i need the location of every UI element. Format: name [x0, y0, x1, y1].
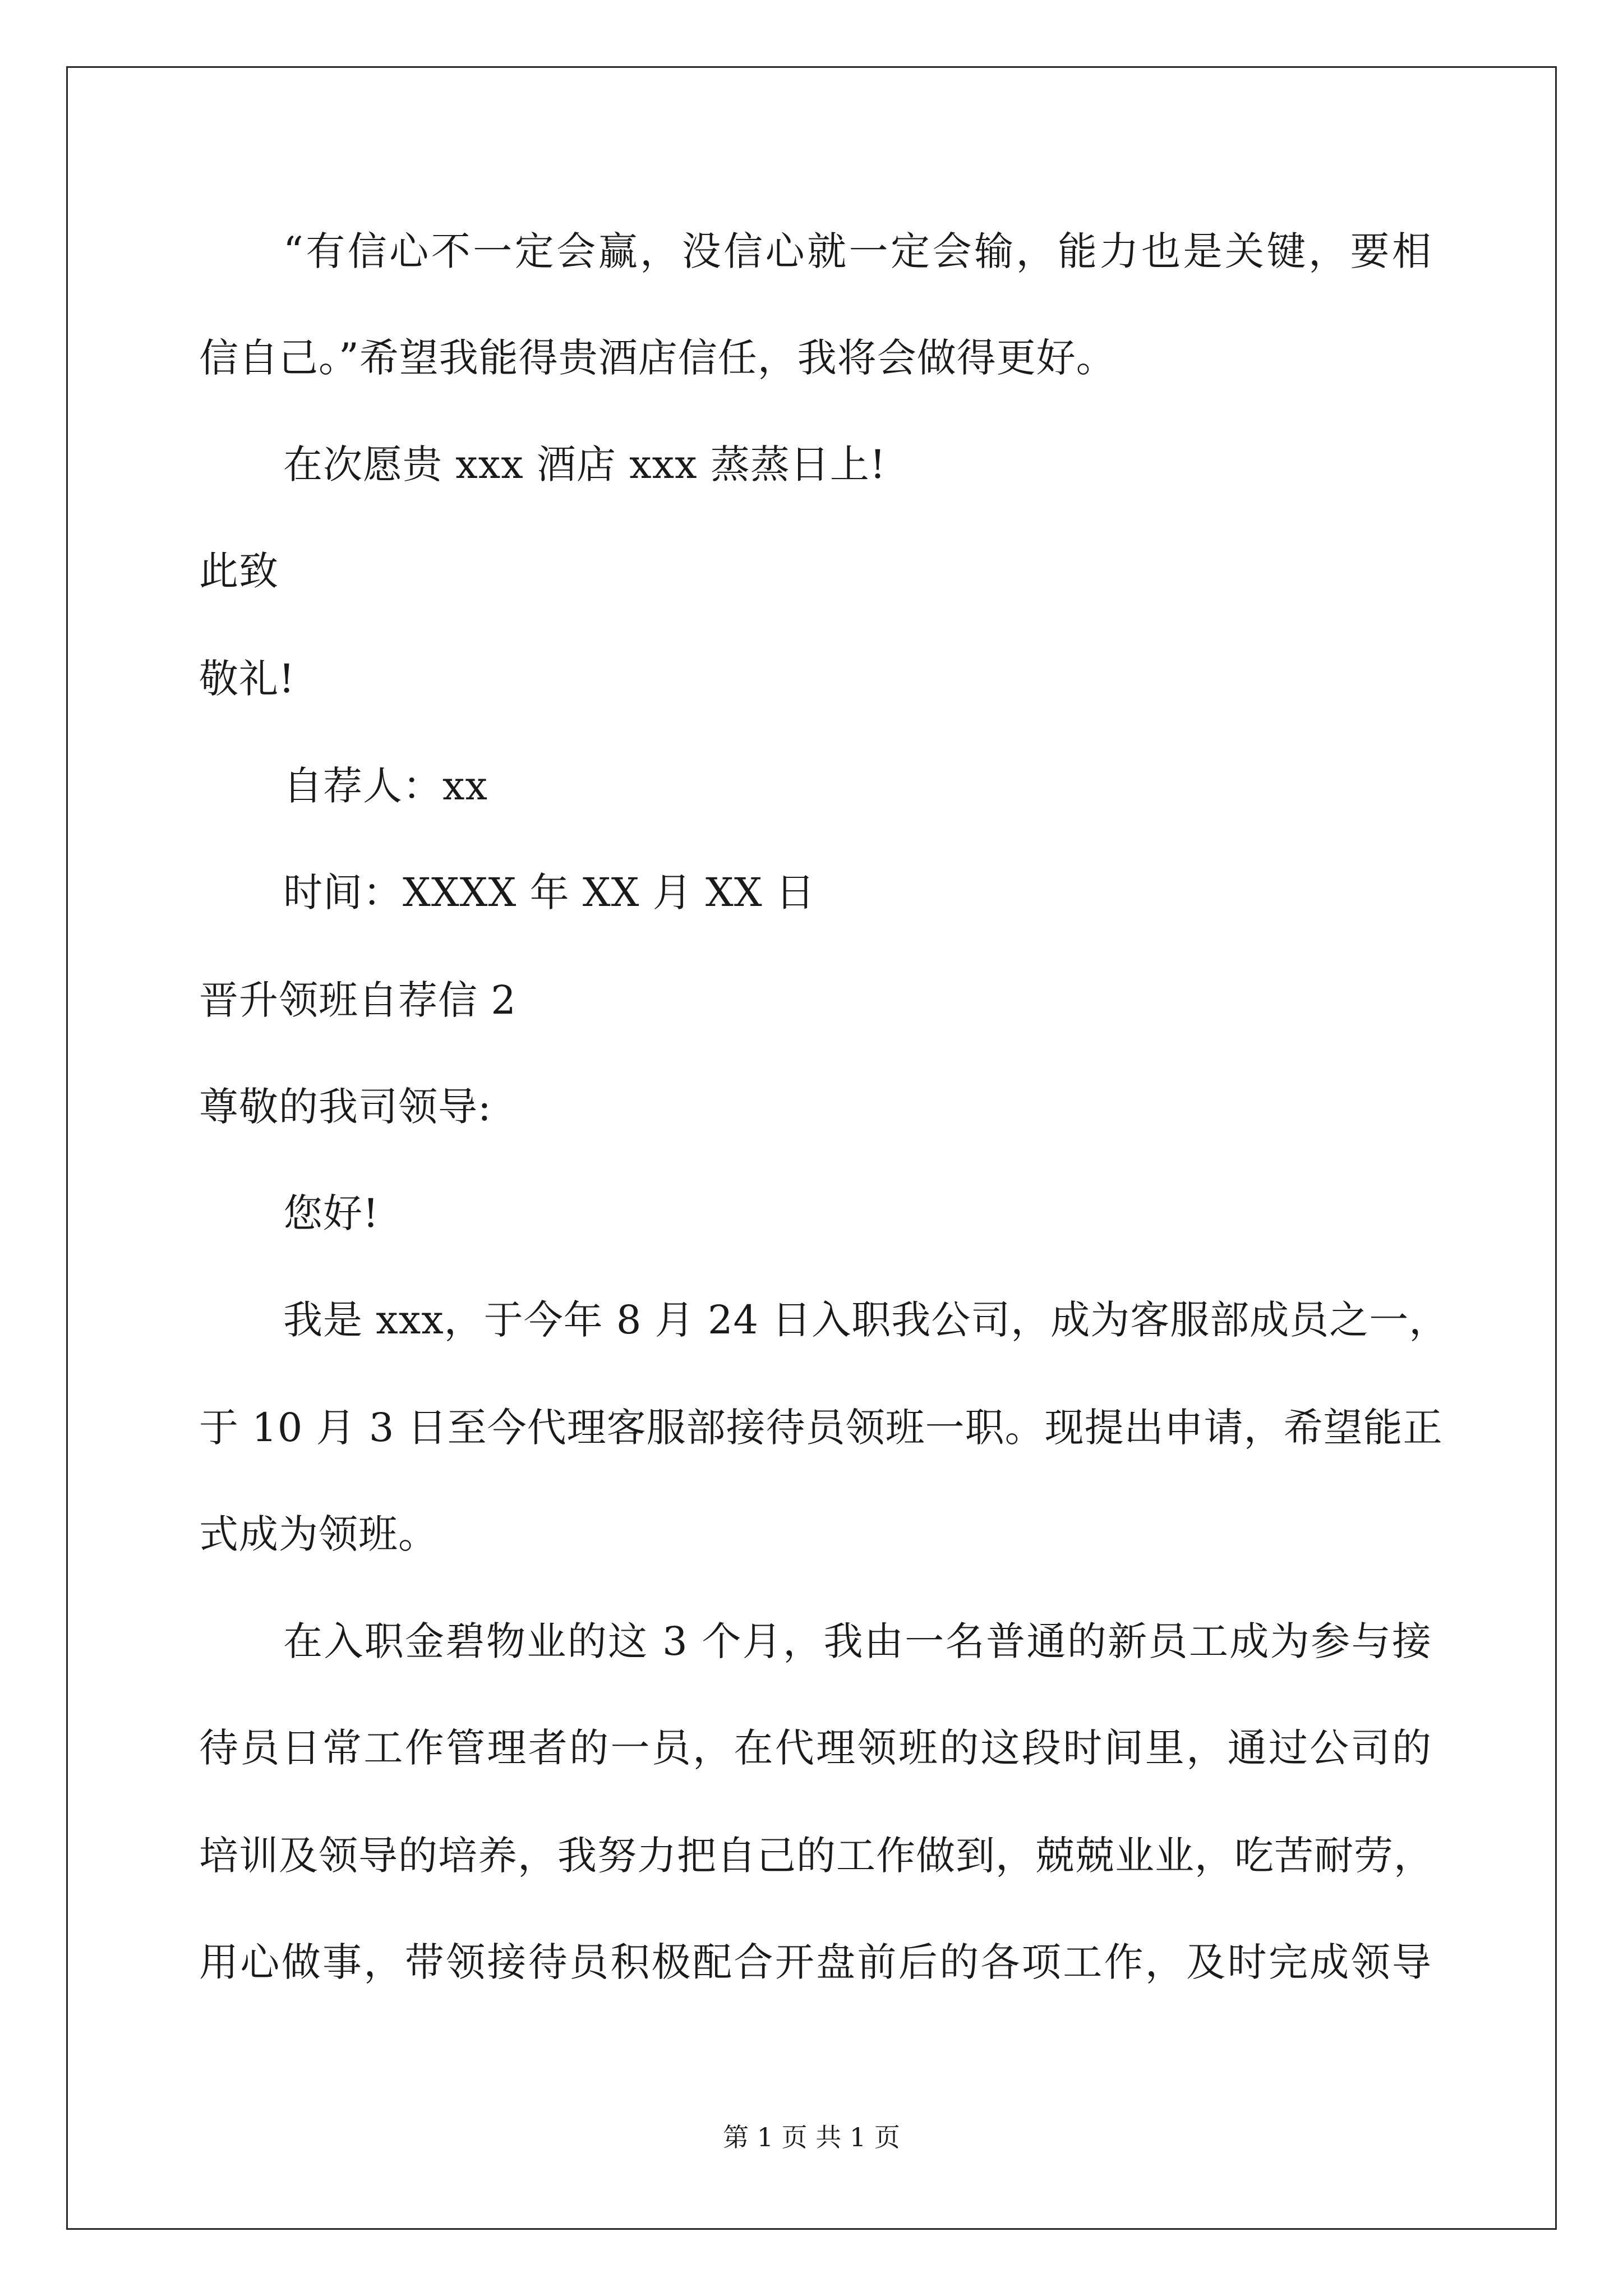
paragraph-line: 培训及领导的培养，我努力把自己的工作做到，兢兢业业，吃苦耐劳，: [199, 1833, 1433, 1879]
paragraph-line: 我是 xxx，于今年 8 月 24 日入职我公司，成为客服部成员之一，: [283, 1297, 1449, 1343]
paragraph-line: 信自己。”希望我能得贵酒店信任，我将会做得更好。: [199, 335, 1116, 381]
page-border: [66, 66, 1557, 2230]
greeting-line: 您好!: [283, 1190, 380, 1236]
salutation-line: 敬礼!: [199, 656, 296, 702]
page-footer: 第 1 页 共 1 页: [723, 2122, 900, 2152]
paragraph-line: “有信心不一定会赢，没信心就一定会输，能力也是关键，要相: [283, 228, 1432, 274]
section-title: 晋升领班自荐信 2: [199, 977, 517, 1023]
paragraph-line: 待员日常工作管理者的一员，在代理领班的这段时间里，通过公司的: [199, 1725, 1432, 1771]
greeting-line: 尊敬的我司领导:: [199, 1084, 492, 1130]
paragraph-line: 式成为领班。: [199, 1511, 438, 1557]
paragraph-line: 于 10 月 3 日至今代理客服部接待员领班一职。现提出申请，希望能正: [199, 1405, 1443, 1451]
salutation-line: 此致: [199, 548, 279, 594]
date-line: 时间：XXXX 年 XX 月 XX 日: [283, 869, 815, 915]
paragraph-line: 用心做事，带领接待员积极配合开盘前后的各项工作，及时完成领导: [199, 1939, 1432, 1985]
paragraph-line: 在入职金碧物业的这 3 个月，我由一名普通的新员工成为参与接: [283, 1618, 1432, 1664]
paragraph-line: 在次愿贵 xxx 酒店 xxx 蒸蒸日上!: [283, 441, 886, 487]
signature-line: 自荐人：xx: [283, 763, 488, 809]
